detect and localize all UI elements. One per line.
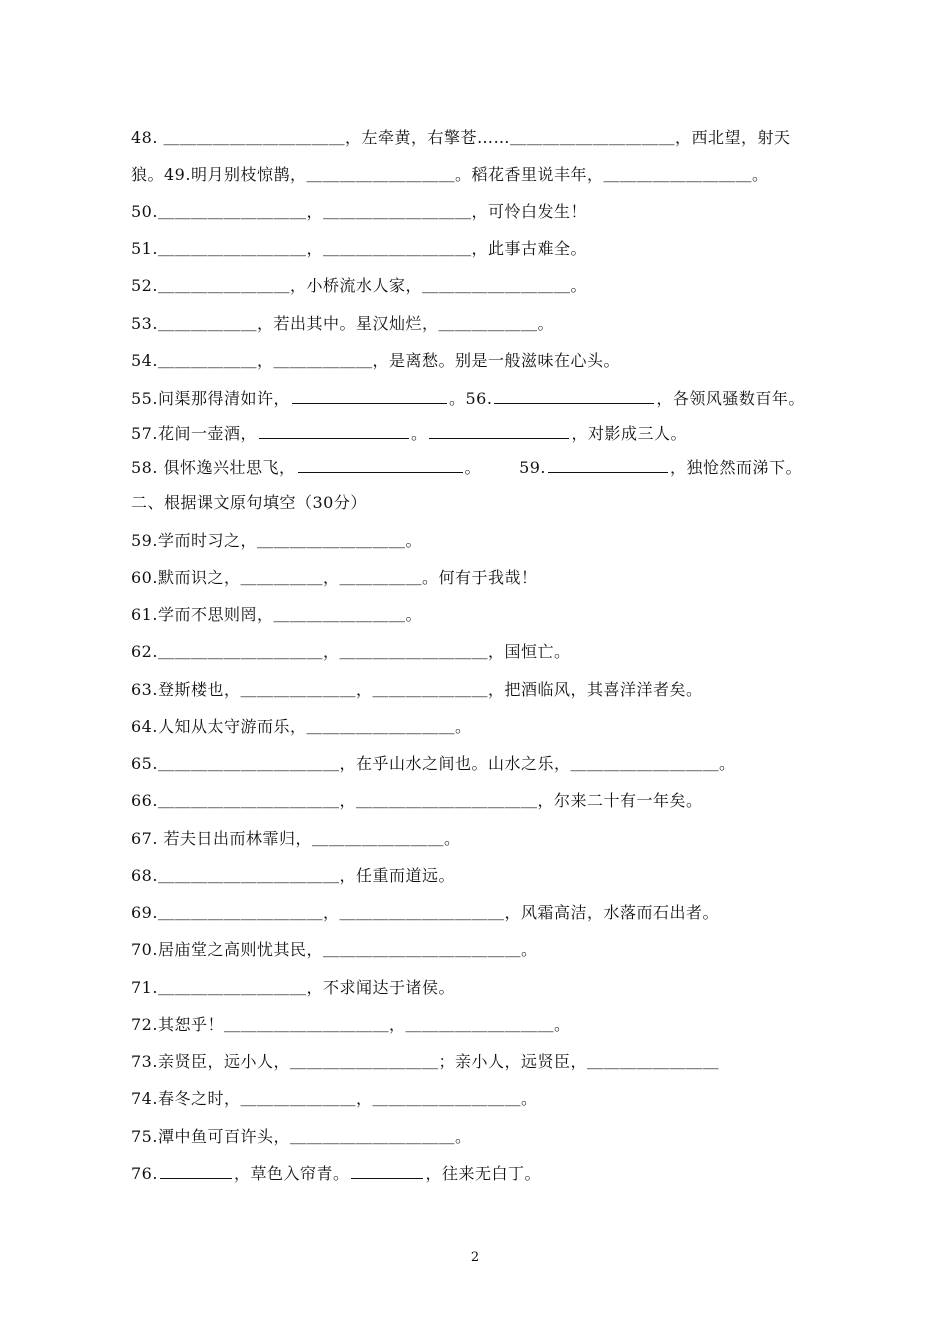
question-74-line: 74.春冬之时，＿＿＿＿＿＿＿，＿＿＿＿＿＿＿＿＿。 <box>131 1089 538 1108</box>
answer-blank <box>351 1163 423 1179</box>
question-59-number: 59. <box>519 458 547 477</box>
answer-blank <box>298 457 463 473</box>
question-58-punct: 。 <box>464 458 482 477</box>
question-56-number: 。56. <box>448 389 493 408</box>
question-66-line: 66.＿＿＿＿＿＿＿＿＿＿＿，＿＿＿＿＿＿＿＿＿＿＿，尔来二十有一年矣。 <box>131 791 703 810</box>
question-56-text: ，各领风骚数百年。 <box>656 389 805 408</box>
question-69-line: 69.＿＿＿＿＿＿＿＿＿＿，＿＿＿＿＿＿＿＿＿＿，风霜高洁，水落而石出者。 <box>131 903 719 922</box>
question-75-line: 75.潭中鱼可百许头，＿＿＿＿＿＿＿＿＿＿。 <box>131 1127 472 1146</box>
question-57-punct: 。 <box>410 424 428 443</box>
question-67-line: 67. 若夫日出而林霏归，＿＿＿＿＿＿＿＿。 <box>131 829 461 848</box>
question-64-line: 64.人知从太守游而乐，＿＿＿＿＿＿＿＿＿。 <box>131 717 472 736</box>
question-57-tail: ，对影成三人。 <box>571 424 687 443</box>
question-76-line <box>131 1163 831 1185</box>
answer-blank <box>494 388 654 404</box>
question-55-56-line <box>131 388 831 410</box>
question-53-line: 53.＿＿＿＿＿＿，若出其中。星汉灿烂，＿＿＿＿＿＿。 <box>131 314 554 333</box>
question-61-line: 61.学而不思则罔，＿＿＿＿＿＿＿＿。 <box>131 605 422 624</box>
answer-blank <box>429 423 569 439</box>
question-54-line: 54.＿＿＿＿＿＿，＿＿＿＿＿＿，是离愁。别是一般滋味在心头。 <box>131 351 620 370</box>
question-70-line: 70.居庙堂之高则忧其民，＿＿＿＿＿＿＿＿＿＿＿＿。 <box>131 940 538 959</box>
section-heading: 二、根据课文原句填空（30分） <box>131 493 367 512</box>
answer-blank <box>548 457 668 473</box>
question-58-59-line <box>131 457 831 479</box>
page-number: 2 <box>470 1250 480 1265</box>
question-50-line: 50.＿＿＿＿＿＿＿＿＿，＿＿＿＿＿＿＿＿＿，可怜白发生！ <box>131 202 587 221</box>
answer-blank <box>259 423 409 439</box>
question-57-line <box>131 423 831 445</box>
question-52-line: 52.＿＿＿＿＿＿＿＿，小桥流水人家，＿＿＿＿＿＿＿＿＿。 <box>131 276 587 295</box>
question-60-line: 60.默而识之，＿＿＿＿＿，＿＿＿＿＿。何有于我哉！ <box>131 568 538 587</box>
question-59-text: ，独怆然而涕下。 <box>670 458 803 477</box>
question-65-line: 65.＿＿＿＿＿＿＿＿＿＿＿，在乎山水之间也。山水之乐，＿＿＿＿＿＿＿＿＿。 <box>131 754 736 773</box>
question-63-line: 63.登斯楼也，＿＿＿＿＿＿＿，＿＿＿＿＿＿＿，把酒临风，其喜洋洋者矣。 <box>131 680 703 699</box>
question-59b-line: 59.学而时习之，＿＿＿＿＿＿＿＿＿。 <box>131 531 422 550</box>
answer-blank <box>160 1163 232 1179</box>
question-71-line: 71.＿＿＿＿＿＿＿＿＿，不求闻达于诸侯。 <box>131 978 455 997</box>
question-76-tail: ，往来无白丁。 <box>425 1164 541 1183</box>
question-49-line: 狼。49.明月别枝惊鹊，＿＿＿＿＿＿＿＿＿。稻花香里说丰年，＿＿＿＿＿＿＿＿＿。 <box>131 165 769 184</box>
question-72-line: 72.其恕乎！＿＿＿＿＿＿＿＿＿＿，＿＿＿＿＿＿＿＿＿。 <box>131 1015 571 1034</box>
question-57-text: 57.花间一壶酒， <box>131 424 257 443</box>
question-68-line: 68.＿＿＿＿＿＿＿＿＿＿＿，任重而道远。 <box>131 866 455 885</box>
question-76-text: ，草色入帘青。 <box>233 1164 350 1183</box>
question-55-text: 55.问渠那得清如许， <box>131 389 290 408</box>
question-76-number: 76. <box>131 1164 158 1183</box>
question-58-text: 58. 俱怀逸兴壮思飞， <box>131 458 296 477</box>
answer-blank <box>292 388 447 404</box>
question-48-line: 48. ＿＿＿＿＿＿＿＿＿＿＿，左牵黄，右擎苍……＿＿＿＿＿＿＿＿＿＿，西北望，射天 <box>131 128 791 147</box>
question-73-line: 73.亲贤臣，远小人，＿＿＿＿＿＿＿＿＿；亲小人，远贤臣，＿＿＿＿＿＿＿＿ <box>131 1052 719 1071</box>
question-51-line: 51.＿＿＿＿＿＿＿＿＿，＿＿＿＿＿＿＿＿＿，此事古难全。 <box>131 239 587 258</box>
question-62-line: 62.＿＿＿＿＿＿＿＿＿＿，＿＿＿＿＿＿＿＿＿，国恒亡。 <box>131 642 571 661</box>
